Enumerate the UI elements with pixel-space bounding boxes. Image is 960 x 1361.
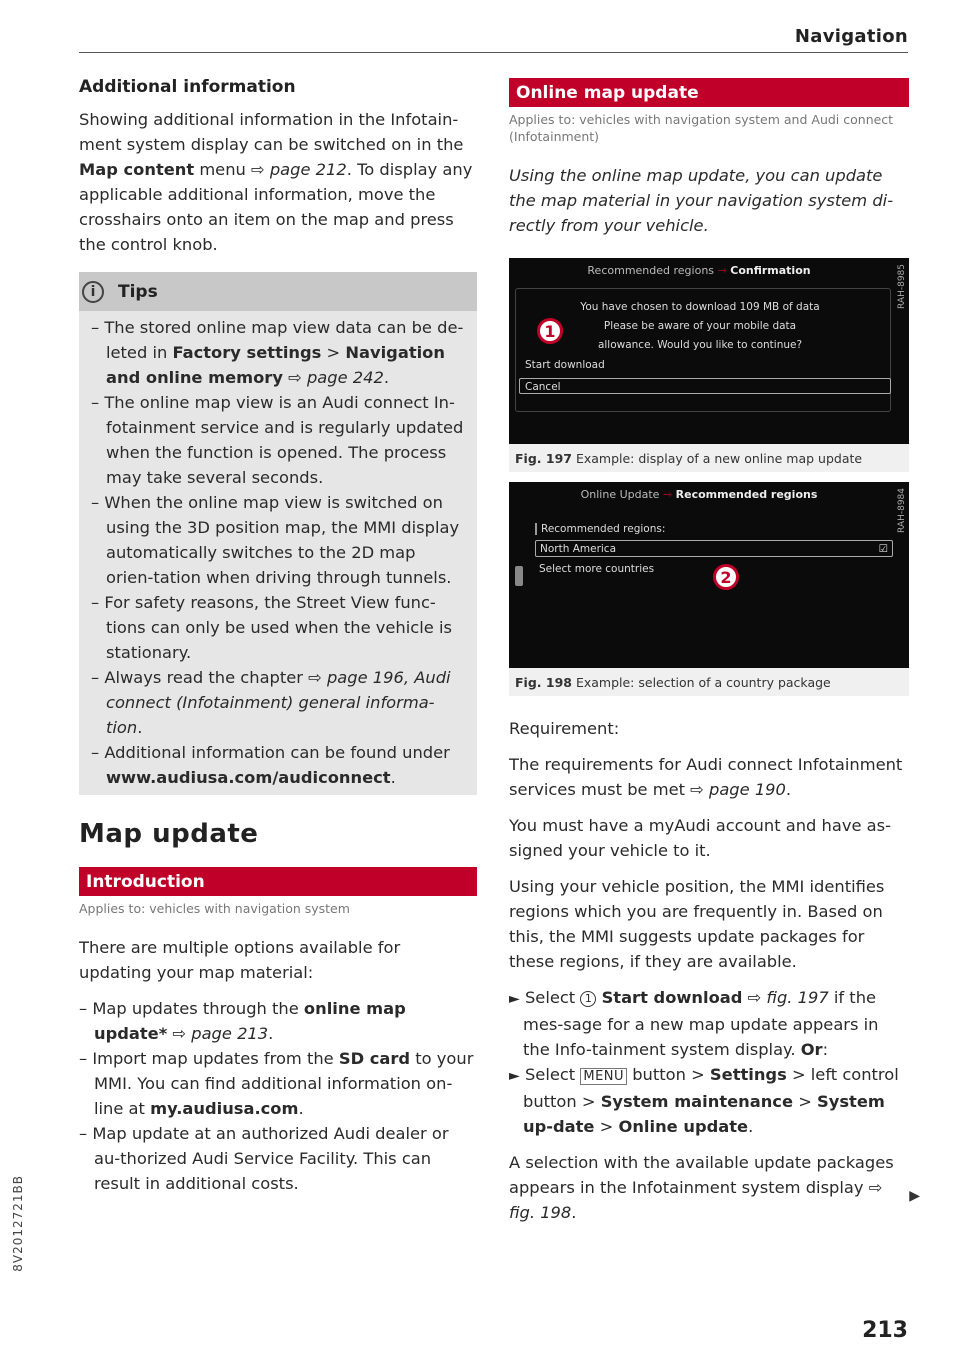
requirement-paragraph: The requirements for Audi connect Infotainment services must be met ⇨ page 190. [509, 755, 903, 799]
online-map-update-intro: Using the online map update, you can update the map material in your navigation system di-rectly from your vehicle. [509, 166, 894, 235]
screen-breadcrumb: Online Update ⇾ Recommended regions [580, 488, 818, 501]
mmi-screen-regions [509, 482, 909, 668]
tips-header [79, 272, 477, 311]
introduction-paragraph: There are multiple options available for updating your map material: [79, 938, 401, 982]
option-item: – Map updates through the online map update* ⇨ page 213. [79, 999, 406, 1043]
info-icon: i [82, 281, 104, 303]
left-column [79, 77, 477, 1196]
tip-item: – When the online map view is switched on using the 3D position map, the MMI display automatically switches to the 2D map orien-tation when driving through tunnels. [91, 493, 460, 587]
step-item: ► Select 1 Start download ⇨ fig. 197 if the mes-sage for a new map update appears in the Info-tainment system display. Or: [509, 988, 879, 1059]
map-update-heading: Map update [79, 819, 259, 849]
tip-item: – Additional information can be found under www.audiusa.com/audiconnect. [91, 743, 450, 787]
screen-breadcrumb: Recommended regions ⇾ Confirmation [587, 264, 811, 277]
dialog-message: You have chosen to download 109 MB of data [580, 301, 820, 313]
dialog-message: allowance. Would you like to continue? [597, 339, 803, 351]
tip-item: – For safety reasons, the Street View func-tions can only be used when the vehicle is stationary. [91, 593, 452, 662]
figure-197 [509, 258, 909, 472]
region-north-america[interactable]: North America ☑ [535, 540, 893, 557]
figure-198 [509, 482, 909, 696]
callout-1: 1 [537, 318, 563, 344]
start-download-option[interactable]: Start download [525, 359, 605, 371]
page-number: 213 [862, 1318, 908, 1343]
selection-paragraph: A selection with the available update packages appears in the Infotainment system display ⇨ fig. 198. [509, 1153, 894, 1222]
checkbox-checked-icon[interactable]: ☑ [878, 543, 888, 555]
right-column [509, 78, 909, 1225]
option-item: – Map update at an authorized Audi dealer or au-thorized Audi Service Facility. This can result in additional costs. [79, 1124, 449, 1193]
additional-info-paragraph: Showing additional information in the Infotain-ment system display can be switched on in the Map content menu ⇨ page 212. To display any applicable additional information, move the crosshairs onto an item on the map and press the control knob. [79, 110, 473, 254]
callout-2: 2 [713, 564, 739, 590]
tips-body [79, 311, 477, 790]
myaudi-paragraph: You must have a myAudi account and have as-signed your vehicle to it. [509, 816, 892, 860]
step-item: ► Select MENU button > Settings > left control button > System maintenance > System up-date > Online update. [509, 1065, 899, 1136]
header-rule [79, 52, 908, 53]
tips-title: Tips [118, 281, 158, 302]
section-title: Navigation [794, 26, 908, 47]
introduction-bar: Introduction [79, 867, 477, 896]
regions-label: Recommended regions: [535, 523, 665, 535]
step-arrow-icon: ► [509, 991, 520, 1007]
online-map-update-applies: Applies to: vehicles with navigation system and Audi connect (Infotainment) [509, 112, 894, 144]
select-more-countries-option[interactable]: Select more countries [539, 563, 655, 575]
dialog-message: Please be aware of your mobile data [603, 320, 797, 332]
continue-arrow-icon: ▶ [909, 1188, 920, 1204]
additional-info-heading: Additional information [79, 77, 296, 97]
menu-button-label: MENU [580, 1068, 627, 1085]
cancel-option[interactable]: Cancel [519, 378, 891, 394]
mmi-screen-confirmation [509, 258, 909, 444]
requirement-label: Requirement: [509, 719, 620, 738]
online-map-update-bar: Online map update [509, 78, 909, 107]
figure-caption: Fig. 197 Example: display of a new online map update [515, 451, 863, 466]
step-arrow-icon: ► [509, 1068, 520, 1084]
scrollbar-handle[interactable] [515, 566, 523, 586]
tip-item: – The online map view is an Audi connect In-fotainment service and is regularly updated when the function is opened. The process may take several seconds. [91, 393, 464, 487]
callout-1-ref-icon: 1 [580, 991, 596, 1007]
tips-box [79, 272, 477, 795]
vehicle-position-paragraph: Using your vehicle position, the MMI identifies regions which you are frequently in. Based on this, the MMI suggests update packages for these regions, if they are available. [509, 877, 885, 971]
document-code: 8V2012721BB [11, 1175, 25, 1272]
tip-item: – Always read the chapter ⇨ page 196, Audi connect (Infotainment) general informa-tion. [91, 668, 451, 737]
tip-item: – The stored online map view data can be de-leted in Factory settings > Navigation and online memory ⇨ page 242. [91, 318, 464, 387]
option-item: – Import map updates from the SD card to your MMI. You can find additional information on-line at my.audiusa.com. [79, 1049, 474, 1118]
figure-caption: Fig. 198 Example: selection of a country package [515, 675, 831, 690]
figure-code: RAH-8985 [897, 264, 907, 309]
introduction-applies: Applies to: vehicles with navigation system [79, 901, 350, 916]
figure-code: RAH-8984 [897, 488, 907, 533]
